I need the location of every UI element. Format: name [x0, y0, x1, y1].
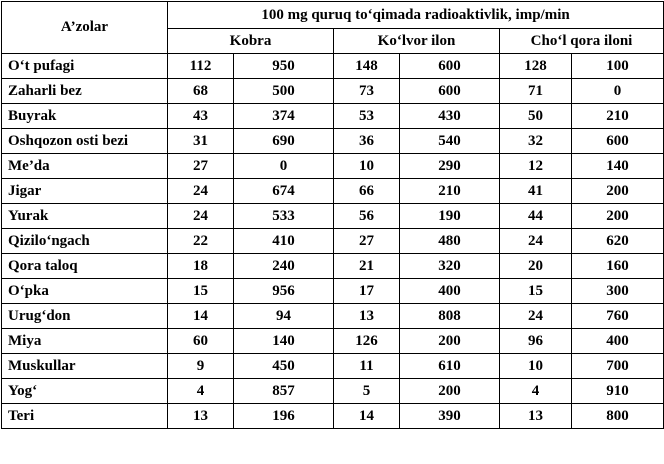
value-cell: 0 — [234, 154, 334, 179]
organ-name-cell: Zaharli bez — [2, 79, 168, 104]
value-cell: 600 — [572, 129, 664, 154]
value-cell: 17 — [334, 279, 400, 304]
value-cell: 27 — [168, 154, 234, 179]
value-cell: 857 — [234, 379, 334, 404]
radioactivity-table — [1, 1, 664, 429]
value-cell: 32 — [500, 129, 572, 154]
table-row — [2, 354, 664, 379]
organ-name-cell: Qora taloq — [2, 254, 168, 279]
value-cell: 68 — [168, 79, 234, 104]
value-cell: 94 — [234, 304, 334, 329]
value-cell: 18 — [168, 254, 234, 279]
value-cell: 43 — [168, 104, 234, 129]
value-cell: 190 — [400, 204, 500, 229]
value-cell: 60 — [168, 329, 234, 354]
organ-name-cell: Me’da — [2, 154, 168, 179]
table-row — [2, 404, 664, 429]
value-cell: 13 — [500, 404, 572, 429]
value-cell: 410 — [234, 229, 334, 254]
table-row — [2, 254, 664, 279]
value-cell: 320 — [400, 254, 500, 279]
value-cell: 4 — [168, 379, 234, 404]
value-cell: 66 — [334, 179, 400, 204]
value-cell: 13 — [168, 404, 234, 429]
value-cell: 700 — [572, 354, 664, 379]
table-row — [2, 79, 664, 104]
value-cell: 760 — [572, 304, 664, 329]
radioactivity-group-header: 100 mg quruq to‘qimada radioaktivlik, imp/min — [168, 2, 664, 29]
table-row — [2, 379, 664, 404]
value-cell: 374 — [234, 104, 334, 129]
value-cell: 808 — [400, 304, 500, 329]
value-cell: 210 — [400, 179, 500, 204]
header-row-1 — [2, 2, 664, 29]
organ-name-cell: O‘pka — [2, 279, 168, 304]
value-cell: 31 — [168, 129, 234, 154]
value-cell: 240 — [234, 254, 334, 279]
value-cell: 22 — [168, 229, 234, 254]
value-cell: 27 — [334, 229, 400, 254]
organ-name-cell: Yog‘ — [2, 379, 168, 404]
value-cell: 24 — [500, 304, 572, 329]
value-cell: 5 — [334, 379, 400, 404]
table-row — [2, 179, 664, 204]
organ-name-cell: Teri — [2, 404, 168, 429]
value-cell: 15 — [500, 279, 572, 304]
organ-name-cell: Oshqozon osti bezi — [2, 129, 168, 154]
value-cell: 128 — [500, 54, 572, 79]
table-row — [2, 129, 664, 154]
value-cell: 200 — [400, 379, 500, 404]
value-cell: 14 — [334, 404, 400, 429]
value-cell: 620 — [572, 229, 664, 254]
value-cell: 73 — [334, 79, 400, 104]
value-cell: 600 — [400, 79, 500, 104]
snake-header-kolvor-ilon: Ko‘lvor ilon — [334, 29, 500, 54]
table-row — [2, 54, 664, 79]
value-cell: 200 — [400, 329, 500, 354]
value-cell: 610 — [400, 354, 500, 379]
organs-column-header: A’zolar — [2, 2, 168, 54]
value-cell: 210 — [572, 104, 664, 129]
value-cell: 20 — [500, 254, 572, 279]
value-cell: 100 — [572, 54, 664, 79]
radioactivity-table-container — [1, 1, 664, 429]
value-cell: 0 — [572, 79, 664, 104]
value-cell: 400 — [572, 329, 664, 354]
value-cell: 290 — [400, 154, 500, 179]
value-cell: 950 — [234, 54, 334, 79]
value-cell: 12 — [500, 154, 572, 179]
table-row — [2, 229, 664, 254]
value-cell: 450 — [234, 354, 334, 379]
value-cell: 11 — [334, 354, 400, 379]
value-cell: 56 — [334, 204, 400, 229]
table-row — [2, 279, 664, 304]
organ-name-cell: Urug‘don — [2, 304, 168, 329]
value-cell: 196 — [234, 404, 334, 429]
value-cell: 50 — [500, 104, 572, 129]
value-cell: 200 — [572, 179, 664, 204]
value-cell: 36 — [334, 129, 400, 154]
value-cell: 800 — [572, 404, 664, 429]
value-cell: 53 — [334, 104, 400, 129]
value-cell: 13 — [334, 304, 400, 329]
value-cell: 24 — [168, 179, 234, 204]
value-cell: 4 — [500, 379, 572, 404]
organ-name-cell: Qizilo‘ngach — [2, 229, 168, 254]
value-cell: 400 — [400, 279, 500, 304]
organ-name-cell: Buyrak — [2, 104, 168, 129]
value-cell: 15 — [168, 279, 234, 304]
organ-name-cell: O‘t pufagi — [2, 54, 168, 79]
value-cell: 24 — [168, 204, 234, 229]
value-cell: 10 — [500, 354, 572, 379]
value-cell: 160 — [572, 254, 664, 279]
value-cell: 24 — [500, 229, 572, 254]
value-cell: 112 — [168, 54, 234, 79]
value-cell: 674 — [234, 179, 334, 204]
value-cell: 690 — [234, 129, 334, 154]
value-cell: 533 — [234, 204, 334, 229]
value-cell: 390 — [400, 404, 500, 429]
organ-name-cell: Muskullar — [2, 354, 168, 379]
value-cell: 300 — [572, 279, 664, 304]
table-row — [2, 204, 664, 229]
value-cell: 500 — [234, 79, 334, 104]
organ-name-cell: Miya — [2, 329, 168, 354]
table-row — [2, 304, 664, 329]
value-cell: 480 — [400, 229, 500, 254]
value-cell: 140 — [234, 329, 334, 354]
value-cell: 126 — [334, 329, 400, 354]
value-cell: 956 — [234, 279, 334, 304]
value-cell: 600 — [400, 54, 500, 79]
table-row — [2, 104, 664, 129]
value-cell: 41 — [500, 179, 572, 204]
table-row — [2, 329, 664, 354]
value-cell: 71 — [500, 79, 572, 104]
value-cell: 540 — [400, 129, 500, 154]
value-cell: 9 — [168, 354, 234, 379]
value-cell: 200 — [572, 204, 664, 229]
value-cell: 430 — [400, 104, 500, 129]
value-cell: 96 — [500, 329, 572, 354]
value-cell: 910 — [572, 379, 664, 404]
organ-name-cell: Yurak — [2, 204, 168, 229]
value-cell: 21 — [334, 254, 400, 279]
value-cell: 10 — [334, 154, 400, 179]
value-cell: 44 — [500, 204, 572, 229]
value-cell: 140 — [572, 154, 664, 179]
value-cell: 14 — [168, 304, 234, 329]
organ-name-cell: Jigar — [2, 179, 168, 204]
value-cell: 148 — [334, 54, 400, 79]
snake-header-kobra: Kobra — [168, 29, 334, 54]
table-row — [2, 154, 664, 179]
table-body — [2, 54, 664, 429]
snake-header-chol-qora-iloni: Cho‘l qora iloni — [500, 29, 664, 54]
